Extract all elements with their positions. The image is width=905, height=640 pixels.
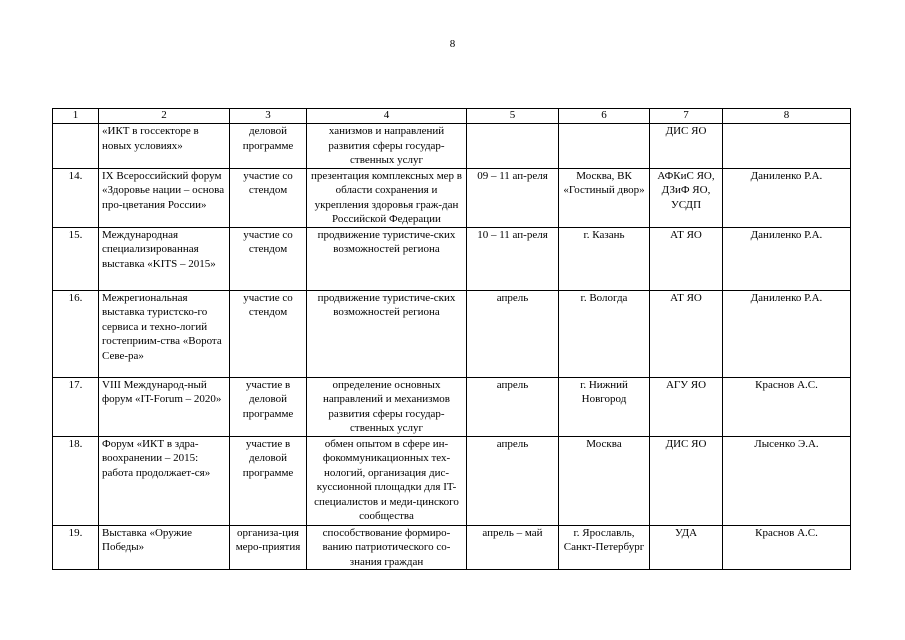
event-name-cell: «ИКТ в госсекторе в новых условиях» — [99, 124, 230, 169]
events-table — [52, 108, 851, 570]
organizer-cell: АГУ ЯО — [650, 377, 723, 436]
table-row — [53, 124, 851, 169]
event-place-cell: Москва, ВК «Гостиный двор» — [559, 168, 650, 227]
row-number-cell: 15. — [53, 227, 99, 290]
event-name-cell: Форум «ИКТ в здра-воохранении – 2015: работа продолжает-ся» — [99, 436, 230, 525]
event-goal-cell: обмен опытом в сфере ин-фокоммуникационных тех-нологий, организация дис-куссионной площадки для IT-специалистов и меди-цинского сообщества — [307, 436, 467, 525]
organizer-cell: АТ ЯО — [650, 290, 723, 377]
column-header: 8 — [723, 109, 851, 124]
participation-form-cell: деловой программе — [230, 124, 307, 169]
event-goal-cell: ханизмов и направлений развития сферы государ-ственных услуг — [307, 124, 467, 169]
column-header: 1 — [53, 109, 99, 124]
event-goal-cell: определение основных направлений и механизмов развития сферы государ-ственных услуг — [307, 377, 467, 436]
responsible-person-cell: Даниленко Р.А. — [723, 290, 851, 377]
table-header-row — [53, 109, 851, 124]
row-number-cell: 14. — [53, 168, 99, 227]
event-name-cell: IX Всероссийский форум «Здоровье нации – основа про-цветания России» — [99, 168, 230, 227]
row-number-cell: 16. — [53, 290, 99, 377]
organizer-cell: ДИС ЯО — [650, 436, 723, 525]
responsible-person-cell: Лысенко Э.А. — [723, 436, 851, 525]
column-header: 4 — [307, 109, 467, 124]
event-goal-cell: продвижение туристиче-ских возможностей региона — [307, 290, 467, 377]
table-row — [53, 227, 851, 290]
participation-form-cell: организа-ция меро-приятия — [230, 525, 307, 570]
organizer-cell: ДИС ЯО — [650, 124, 723, 169]
table-row — [53, 168, 851, 227]
event-name-cell: Межрегиональная выставка туристско-го сервиса и техно-логий гостеприим-ства «Ворота Севе-ра» — [99, 290, 230, 377]
event-place-cell: Москва — [559, 436, 650, 525]
event-place-cell: г. Нижний Новгород — [559, 377, 650, 436]
responsible-person-cell: Краснов А.С. — [723, 377, 851, 436]
page-number: 8 — [449, 38, 456, 50]
event-name-cell: VIII Международ-ный форум «IT-Forum – 2020» — [99, 377, 230, 436]
table-row — [53, 525, 851, 570]
column-header: 5 — [467, 109, 559, 124]
event-date-cell: 09 – 11 ап-реля — [467, 168, 559, 227]
participation-form-cell: участие со стендом — [230, 290, 307, 377]
column-header: 3 — [230, 109, 307, 124]
event-place-cell: г. Ярославль, Санкт-Петербург — [559, 525, 650, 570]
column-header: 2 — [99, 109, 230, 124]
row-number-cell: 19. — [53, 525, 99, 570]
row-number-cell: 17. — [53, 377, 99, 436]
organizer-cell: АФКиС ЯО, ДЗиФ ЯО, УСДП — [650, 168, 723, 227]
event-date-cell: апрель — [467, 436, 559, 525]
event-place-cell: г. Вологда — [559, 290, 650, 377]
event-place-cell — [559, 124, 650, 169]
row-number-cell — [53, 124, 99, 169]
event-date-cell: апрель – май — [467, 525, 559, 570]
table-row — [53, 436, 851, 525]
event-place-cell: г. Казань — [559, 227, 650, 290]
responsible-person-cell: Краснов А.С. — [723, 525, 851, 570]
participation-form-cell: участие со стендом — [230, 168, 307, 227]
table-row — [53, 290, 851, 377]
event-goal-cell: продвижение туристиче-ских возможностей региона — [307, 227, 467, 290]
event-name-cell: Выставка «Оружие Победы» — [99, 525, 230, 570]
participation-form-cell: участие в деловой программе — [230, 377, 307, 436]
participation-form-cell: участие в деловой программе — [230, 436, 307, 525]
responsible-person-cell — [723, 124, 851, 169]
organizer-cell: АТ ЯО — [650, 227, 723, 290]
event-date-cell: 10 – 11 ап-реля — [467, 227, 559, 290]
event-date-cell: апрель — [467, 290, 559, 377]
column-header: 7 — [650, 109, 723, 124]
event-date-cell: апрель — [467, 377, 559, 436]
participation-form-cell: участие со стендом — [230, 227, 307, 290]
event-goal-cell: способствование формиро-ванию патриотического со-знания граждан — [307, 525, 467, 570]
responsible-person-cell: Даниленко Р.А. — [723, 168, 851, 227]
event-date-cell — [467, 124, 559, 169]
table-row — [53, 377, 851, 436]
event-name-cell: Международная специализированная выставка «KITS – 2015» — [99, 227, 230, 290]
event-goal-cell: презентация комплексных мер в области сохранения и укрепления здоровья граж-дан Российской Федерации — [307, 168, 467, 227]
row-number-cell: 18. — [53, 436, 99, 525]
organizer-cell: УДА — [650, 525, 723, 570]
responsible-person-cell: Даниленко Р.А. — [723, 227, 851, 290]
column-header: 6 — [559, 109, 650, 124]
